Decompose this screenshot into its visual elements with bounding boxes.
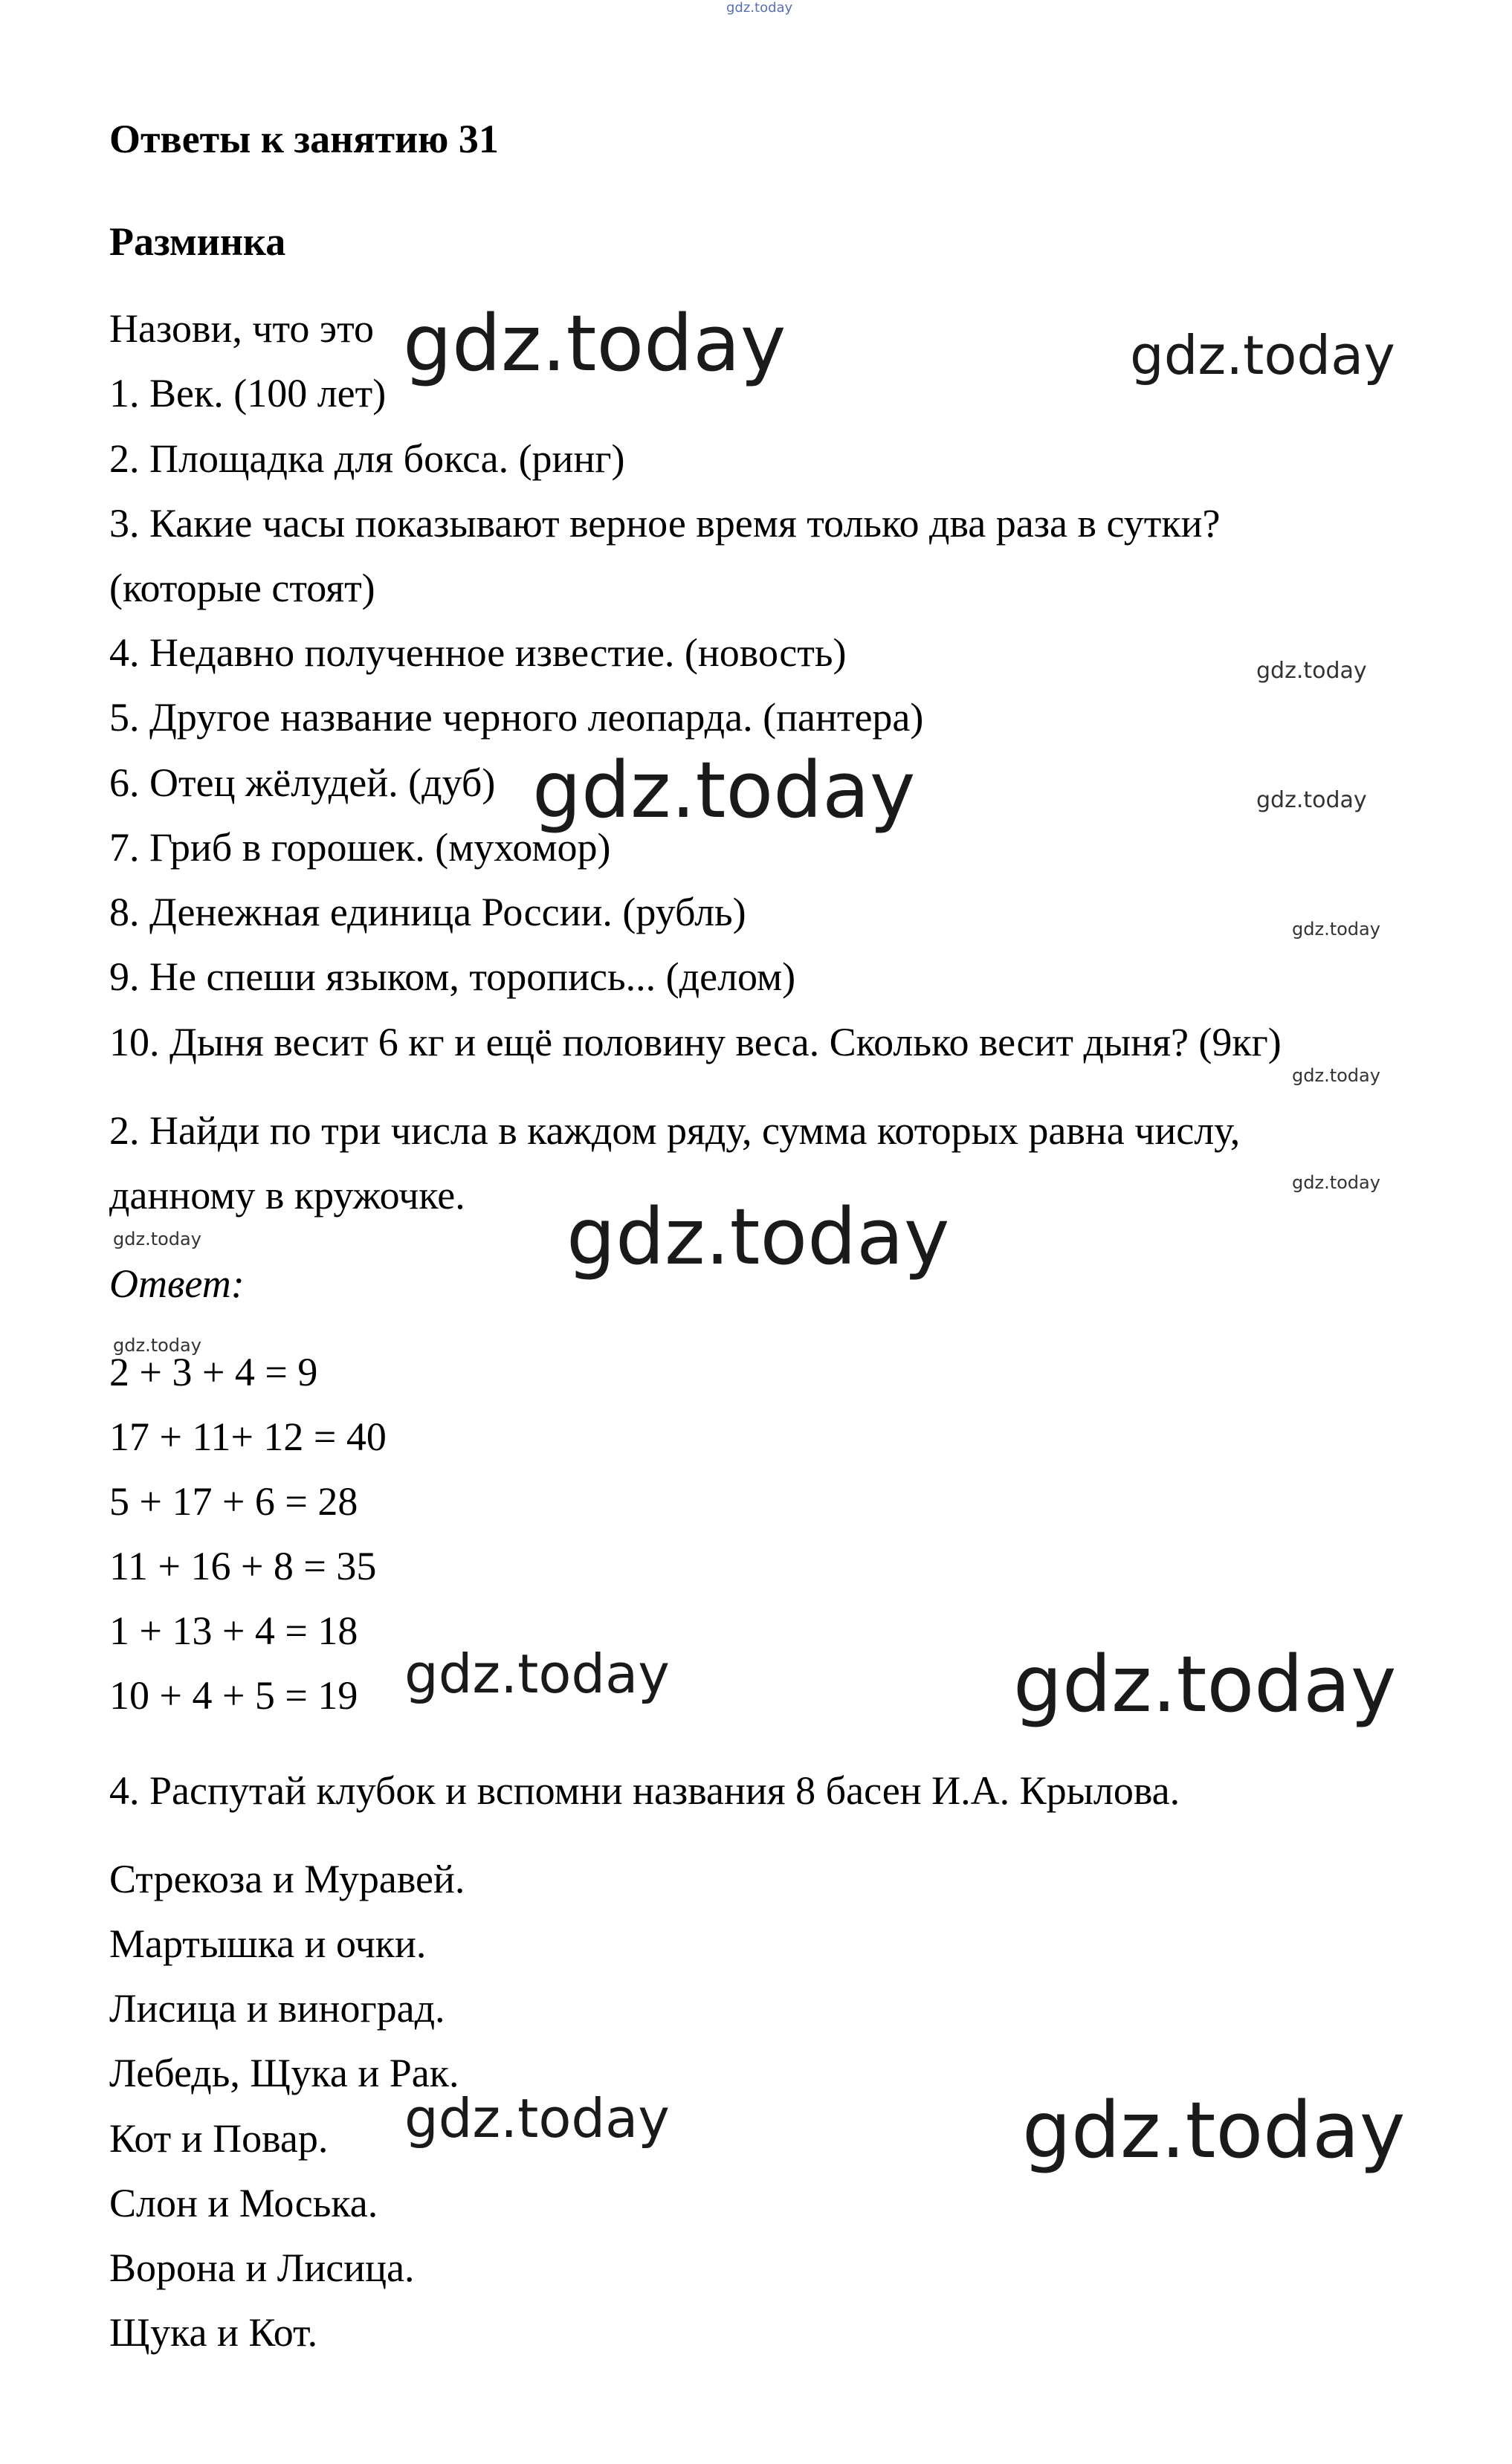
answer-row: 11 + 16 + 8 = 35 xyxy=(109,1544,377,1588)
list-item: 1. Век. (100 лет) xyxy=(109,371,387,415)
list-item: 7. Гриб в горошек. (мухомор) xyxy=(109,825,611,870)
list-item: 3. Какие часы показывают верное время только два раза в сутки? xyxy=(109,501,1221,546)
watermark: gdz.today xyxy=(113,1335,201,1356)
list-item: 8. Денежная единица России. (рубль) xyxy=(109,890,746,934)
watermark: gdz.today xyxy=(1130,324,1395,387)
task4-question: 4. Распутай клубок и вспомни названия 8 басен И.А. Крылова. xyxy=(109,1768,1180,1813)
watermark: gdz.today xyxy=(1292,1172,1380,1193)
watermark: gdz.today xyxy=(1256,658,1367,684)
task2-question-line1: 2. Найди по три числа в каждом ряду, сумма которых равна числу, xyxy=(109,1108,1241,1153)
section-heading-warmup: Разминка xyxy=(109,219,286,264)
watermark: gdz.today xyxy=(1022,2085,1406,2176)
list-item: 2. Площадка для бокса. (ринг) xyxy=(109,436,625,481)
list-item: 4. Недавно полученное известие. (новость) xyxy=(109,630,847,675)
answer-row: 10 + 4 + 5 = 19 xyxy=(109,1673,358,1718)
page-title: Ответы к занятию 31 xyxy=(109,117,499,161)
watermark: gdz.today xyxy=(113,1229,201,1249)
fable-item: Мартышка и очки. xyxy=(109,1921,427,1966)
fable-item: Лисица и виноград. xyxy=(109,1986,445,2031)
fable-item: Слон и Моська. xyxy=(109,2181,378,2225)
answer-row: 17 + 11+ 12 = 40 xyxy=(109,1414,387,1459)
list-item: 5. Другое название черного леопарда. (пантера) xyxy=(109,695,924,740)
list-item: 9. Не спеши языком, торопись... (делом) xyxy=(109,954,796,999)
watermark: gdz.today xyxy=(1256,787,1367,813)
watermark: gdz.today xyxy=(404,1643,670,1705)
task2-answer-label: Ответ: xyxy=(109,1261,245,1306)
watermark: gdz.today xyxy=(404,2087,670,2150)
watermark: gdz.today xyxy=(566,1191,950,1282)
list-item: (которые стоят) xyxy=(109,566,375,610)
header-watermark: gdz.today xyxy=(726,0,793,16)
list-item: 10. Дыня весит 6 кг и ещё половину веса. Сколько весит дыня? (9кг) xyxy=(109,1020,1282,1064)
fable-item: Ворона и Лисица. xyxy=(109,2245,415,2290)
list-item: 6. Отец жёлудей. (дуб) xyxy=(109,760,496,805)
answer-row: 1 + 13 + 4 = 18 xyxy=(109,1608,358,1653)
fable-item: Кот и Повар. xyxy=(109,2116,329,2161)
fable-item: Лебедь, Щука и Рак. xyxy=(109,2051,459,2095)
watermark: gdz.today xyxy=(403,298,786,389)
answer-row: 5 + 17 + 6 = 28 xyxy=(109,1479,358,1524)
fable-item: Щука и Кот. xyxy=(109,2310,318,2355)
answer-row: 2 + 3 + 4 = 9 xyxy=(109,1350,318,1394)
watermark: gdz.today xyxy=(1292,1065,1380,1086)
task2-question-line2: данному в кружочке. xyxy=(109,1173,465,1218)
fable-item: Стрекоза и Муравей. xyxy=(109,1857,465,1901)
watermark: gdz.today xyxy=(1292,919,1380,940)
watermark: gdz.today xyxy=(1013,1639,1397,1730)
warmup-intro: Назови, что это xyxy=(109,306,374,351)
watermark: gdz.today xyxy=(532,745,916,835)
